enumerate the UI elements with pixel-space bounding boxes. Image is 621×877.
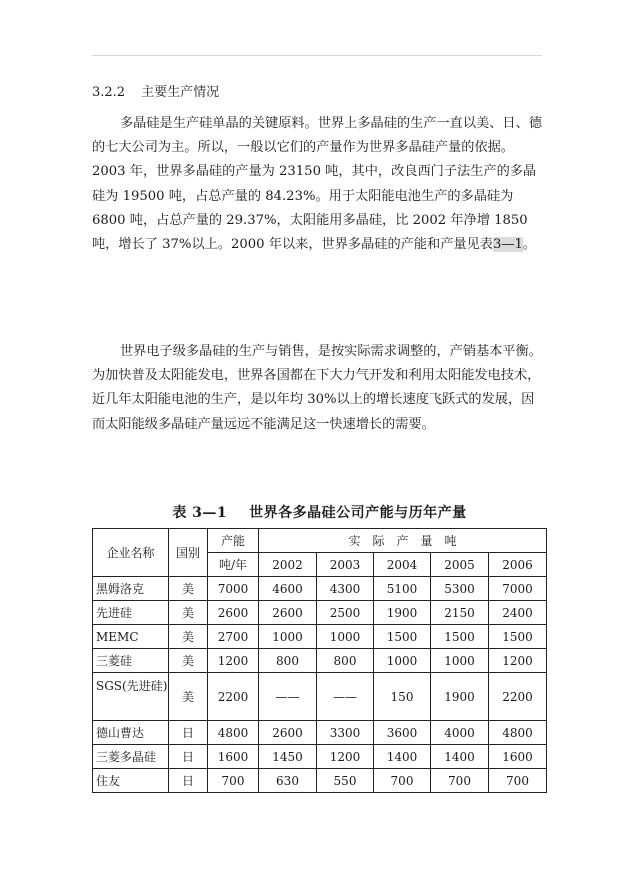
section-title: 主要生产情况: [141, 85, 220, 100]
output-cell: 1500: [431, 625, 489, 649]
company-name: 先进硅: [93, 601, 169, 625]
output-cell: 1000: [374, 649, 431, 673]
output-cell: 4000: [431, 721, 489, 745]
header-actual-output: 实 际 产 量 吨: [259, 529, 547, 553]
capacity-cell: 700: [208, 769, 259, 793]
header-year: 2003: [317, 553, 374, 577]
output-cell: 1500: [374, 625, 431, 649]
paragraph-1-end: 。: [522, 237, 537, 253]
header-rule: [92, 55, 542, 56]
company-name: SGS(先进硅): [93, 673, 169, 721]
output-cell: 150: [374, 673, 431, 721]
header-year: 2004: [374, 553, 431, 577]
country-cell: 美: [169, 625, 208, 649]
output-cell: 5300: [431, 577, 489, 601]
output-cell: 1900: [431, 673, 489, 721]
table-reference-link[interactable]: 3—1: [492, 237, 523, 253]
output-cell: 5100: [374, 577, 431, 601]
output-cell: 800: [259, 649, 317, 673]
capacity-cell: 1200: [208, 649, 259, 673]
output-cell: 1400: [374, 745, 431, 769]
capacity-cell: 2200: [208, 673, 259, 721]
table-caption-id: 表 3—1: [172, 505, 228, 521]
header-capacity-line2: 吨/年: [208, 553, 259, 577]
table-row: [93, 745, 547, 769]
country-cell: 日: [169, 745, 208, 769]
capacity-cell: 7000: [208, 577, 259, 601]
output-cell: 4800: [489, 721, 547, 745]
output-cell: ——: [259, 673, 317, 721]
output-cell: 3600: [374, 721, 431, 745]
output-cell: 2200: [489, 673, 547, 721]
paragraph-1: [92, 112, 547, 257]
output-cell: 1400: [431, 745, 489, 769]
company-name: MEMC: [93, 625, 169, 649]
table-row: [93, 649, 547, 673]
company-name: 黑姆洛克: [93, 577, 169, 601]
output-cell: 700: [489, 769, 547, 793]
header-capacity-line1: 产能: [208, 529, 259, 553]
paragraph-1-text: 多晶硅是生产硅单晶的关键原料。世界上多晶硅的生产一直以美、日、德的七大公司为主。所以，一般以它们的产量作为世界多晶硅产量的依据。2003 年，世界多晶硅的产量为 23150 吨，其中，改良西门子法生产的多晶硅为 19500 吨，占总产量的 84.23%。用于太阳能电池生产的多晶硅为 6800 吨，占总产量的 29.37%，太阳能用多晶硅，比 2002 年净增 1850 吨，增长了 37%以上。2000 年以来，世界多晶硅的产能和产量见表: [92, 116, 542, 253]
output-cell: 2400: [489, 601, 547, 625]
output-cell: 4600: [259, 577, 317, 601]
capacity-cell: 2700: [208, 625, 259, 649]
table-row: [93, 673, 547, 721]
country-cell: 美: [169, 649, 208, 673]
country-cell: 日: [169, 721, 208, 745]
output-cell: 1600: [489, 745, 547, 769]
table-row: [93, 577, 547, 601]
header-year: 2002: [259, 553, 317, 577]
output-cell: 1200: [317, 745, 374, 769]
country-cell: 美: [169, 601, 208, 625]
table-caption: [92, 502, 547, 522]
company-name: 三菱多晶硅: [93, 745, 169, 769]
country-cell: 日: [169, 769, 208, 793]
company-name: 住友: [93, 769, 169, 793]
capacity-cell: 4800: [208, 721, 259, 745]
capacity-cell: 1600: [208, 745, 259, 769]
paragraph-2: 世界电子级多晶硅的生产与销售，是按实际需求调整的，产销基本平衡。为加快普及太阳能发电，世界各国都在下大力气开发和利用太阳能发电技术，近几年太阳能电池的生产，是以年均 30%以上的增长速度飞跃式的发展，因而太阳能级多晶硅产量远远不能满足这一快速增长的需要。: [92, 344, 542, 432]
output-cell: 3300: [317, 721, 374, 745]
output-cell: 2150: [431, 601, 489, 625]
output-cell: 1900: [374, 601, 431, 625]
output-cell: 4300: [317, 577, 374, 601]
header-company: 企业名称: [93, 529, 169, 577]
table-row: [93, 601, 547, 625]
table-row: [93, 721, 547, 745]
output-cell: 1500: [489, 625, 547, 649]
output-cell: 2500: [317, 601, 374, 625]
country-cell: 美: [169, 673, 208, 721]
output-cell: 2600: [259, 601, 317, 625]
header-year: 2006: [489, 553, 547, 577]
output-cell: ——: [317, 673, 374, 721]
output-cell: 700: [431, 769, 489, 793]
table-row: [93, 625, 547, 649]
header-country: 国别: [169, 529, 208, 577]
output-cell: 700: [374, 769, 431, 793]
output-cell: 7000: [489, 577, 547, 601]
production-table: [92, 528, 547, 793]
output-cell: 1450: [259, 745, 317, 769]
section-heading: [92, 81, 219, 100]
table-row: [93, 769, 547, 793]
company-name: 三菱硅: [93, 649, 169, 673]
output-cell: 800: [317, 649, 374, 673]
capacity-cell: 2600: [208, 601, 259, 625]
output-cell: 630: [259, 769, 317, 793]
output-cell: 2600: [259, 721, 317, 745]
header-year: 2005: [431, 553, 489, 577]
output-cell: 1200: [489, 649, 547, 673]
output-cell: 550: [317, 769, 374, 793]
country-cell: 美: [169, 577, 208, 601]
section-number: 3.2.2: [92, 85, 126, 100]
output-cell: 1000: [317, 625, 374, 649]
output-cell: 1000: [259, 625, 317, 649]
output-cell: 1000: [431, 649, 489, 673]
table-caption-title: 世界各多晶硅公司产能与历年产量: [249, 505, 467, 521]
company-name: 德山曹达: [93, 721, 169, 745]
